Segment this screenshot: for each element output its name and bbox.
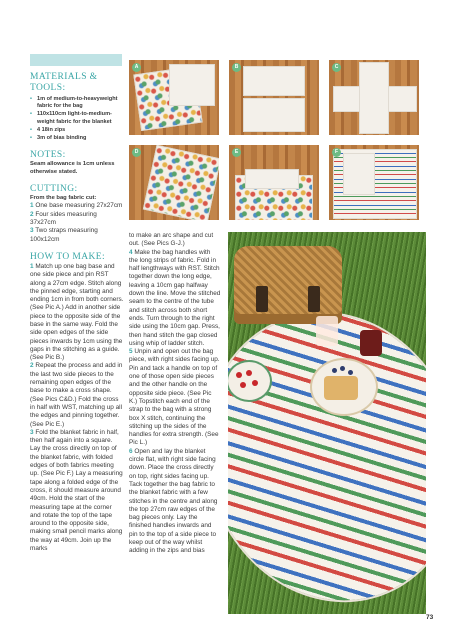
step-text: Make the bag handles with the long strips of fabric. Fold in half lengthways with RST. Stitch together down the long edge, leaving a 10cm gap halfway down the line. Move the stitched seam to the centre of the tube and stitch across both short ends. Turn through to the right side using the 10cm gap. Press, then hand stitch the gap closed using whip of ladder stitch.: [129, 248, 221, 347]
berry-plate: [228, 362, 270, 400]
photo-label: C: [332, 63, 341, 72]
fabric-piece: [243, 66, 305, 96]
materials-heading: MATERIALS & TOOLS:: [30, 72, 98, 93]
step-number: 3: [30, 227, 34, 235]
step-number: 4: [129, 248, 133, 256]
photo-f: [329, 145, 419, 220]
strawberry: [236, 372, 242, 378]
fabric-piece: [245, 169, 299, 189]
strawberry: [240, 382, 246, 388]
drink-glass: [316, 316, 338, 346]
howto-step: [30, 263, 124, 363]
bread-slice: [324, 376, 358, 400]
photo-label: D: [132, 148, 141, 157]
step-number: 2: [30, 362, 34, 370]
cutting-item: [30, 202, 124, 210]
howto-step: [129, 249, 221, 349]
column-1: [30, 72, 124, 553]
howto-step: [30, 429, 124, 553]
fabric-piece: [143, 145, 219, 220]
photo-b: [229, 60, 319, 135]
blueberry: [340, 366, 345, 371]
step-number: 3: [30, 428, 34, 436]
cutting-heading: CUTTING:: [30, 184, 78, 195]
step-text: Open and lay the blanket circle flat, with right side facing down. Place the cross directly on top, right sides facing up. Tack together the bag fabric to the blanket fabric with a few stitches in the centre and along the top 27cm raw edges of the bag pieces only. Lay the finished handles inwards and pin to the top of a side piece to keep out of the way whilst adding in the zips and bias: [129, 447, 218, 555]
cutting-item: [30, 227, 124, 244]
step-number: 1: [30, 262, 34, 270]
fabric-piece: [343, 153, 375, 195]
step-number: 6: [129, 447, 133, 455]
photo-label: A: [132, 63, 141, 72]
step-text: Fold the blanket fabric in half, then half again into a square. Lay the cross directly on top of the blanket fabric, with folded edges of both fabrics meeting up. (See Pic F.) Lay a measuring tape along a folded edge of the cross, it should measure around 49cm. Hold the start of the measuring tape at the corner and rotate the top of the tape around to the opposite side, making small pencil marks along the way at 49cm. Join up the marks: [30, 428, 123, 553]
continued-text: to make an arc shape and cut out. (See Pics G-J.): [129, 232, 214, 248]
list-item: • 4 18in zips: [30, 127, 124, 134]
howto-step: [30, 362, 124, 428]
strawberry: [252, 380, 258, 386]
fabric-piece: [169, 64, 215, 106]
list-item: • 3m of bias binding: [30, 135, 124, 142]
basket-strap: [308, 286, 320, 312]
fabric-piece: [243, 98, 305, 132]
page-number: 73: [426, 614, 434, 621]
cutting-intro: From the bag fabric cut:: [30, 195, 97, 202]
picnic-basket: [234, 246, 342, 324]
notes-heading: NOTES:: [30, 150, 66, 161]
jam-jar: [360, 330, 382, 356]
strawberry: [246, 370, 252, 376]
step-number: 2: [30, 210, 34, 218]
step-text: Unpin and open out the bag piece, with right sides facing up. Pin and tack a handle on top of one of those open side pieces and the other handle on the opposite side piece. (See Pic K.) Topstitch each end of the strap to the bag with a strong box X stitch, continuing the stitching up the sides of the handles for extra strength. (See Pic L.): [129, 348, 220, 447]
blueberry: [332, 368, 337, 373]
howto-step: [129, 448, 221, 556]
photo-d: [129, 145, 219, 220]
basket-strap: [256, 286, 268, 312]
column-2: [129, 232, 221, 556]
cutting-text: Two straps measuring 100x12cm: [30, 227, 98, 243]
photo-label: E: [232, 148, 241, 157]
photo-label: F: [332, 148, 341, 157]
list-item: • 1m of medium-to-heavyweight fabric for the bag: [30, 96, 124, 110]
photo-label: B: [232, 63, 241, 72]
list-item: • 110x110cm light-to-medium-weight fabric for the blanket: [30, 111, 124, 125]
cutting-text: One base measuring 27x27cm: [35, 202, 123, 210]
fabric-piece: [359, 62, 389, 134]
step-number: 1: [30, 202, 34, 210]
header-tab: [30, 54, 122, 66]
photo-a: [129, 60, 219, 135]
howto-step: [129, 348, 221, 448]
photo-e: [229, 145, 319, 220]
step-number: 5: [129, 348, 133, 356]
photo-c: [329, 60, 419, 135]
step-text: Match up one bag base and one side piece and pin RST along a 27cm edge. Stitch along the pinned edge, starting and ending 1cm in from both corners. (See Pic A.) Add in another side piece to the opposite side of the base in the same way. Fold the side open edges of the side pieces inwards by 1cm using the gaps in the stitching as a guide. (See Pic B.): [30, 262, 124, 362]
cutting-item: [30, 211, 124, 228]
cutting-text: Four sides measuring 37x27cm: [30, 210, 97, 227]
materials-list: [30, 96, 124, 142]
blueberry: [348, 370, 353, 375]
howto-heading: HOW TO MAKE:: [30, 251, 105, 262]
notes-text: Seam allowance is 1cm unless otherwise stated.: [30, 161, 115, 175]
step-text: Repeat the process and add in the last two side pieces to the remaining open edges of the base to make a cross shape. (See Pics C&D.) Fold the cross in half with WST, matching up all the edges and pinning together. (See Pic E.): [30, 362, 123, 428]
picnic-photo: [228, 232, 426, 614]
